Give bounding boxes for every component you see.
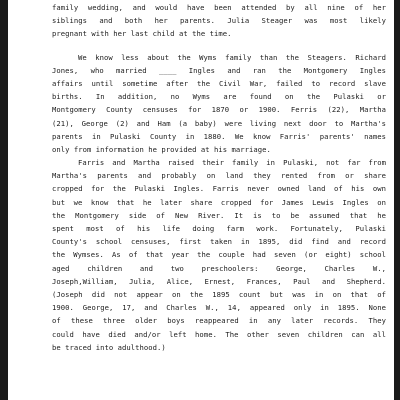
text-line: spent most of his life doing farm work. Fortunately, Pulaski bbox=[52, 224, 386, 233]
text-line: cropped for the Pulaski Ingles. Farris never owned land of his own bbox=[52, 184, 386, 194]
text-line: aged children and two preschoolers: George, Charles W., bbox=[52, 263, 386, 273]
text-line: Farris and Martha raised their family in Pulaski, not far from bbox=[78, 158, 386, 168]
text-line: births. In addition, no Wyms are found on the Pulaski or bbox=[52, 92, 386, 102]
text-line: County's school censuses, first taken in 1895, did find and record bbox=[52, 237, 386, 247]
text-line: parents in Pulaski County in 1880. We know Farris' parents' names bbox=[52, 131, 386, 141]
document-body bbox=[52, 1, 386, 354]
text-line: Martha's parents and probably on land they rented from or share bbox=[52, 171, 386, 181]
paragraph-3 bbox=[52, 156, 386, 354]
text-line: affairs until sometime after the Civil War, failed to record slave bbox=[52, 78, 386, 88]
text-line: only from information he provided at his marriage. bbox=[52, 144, 271, 154]
text-line: (21), George (2) and Ham (a baby) were living next door to Martha's bbox=[52, 118, 386, 128]
text-line: of these three older boys reappeared in any later records. They bbox=[52, 316, 386, 326]
text-line: 1900. George, 17, and Charles W., 14, appeared only in 1895. None bbox=[52, 303, 386, 313]
text-line: be traced into adulthood.) bbox=[52, 342, 166, 352]
text-line: Joseph,William, Julia, Alice, Ernest, Frances, Paul and Shepherd. bbox=[52, 276, 386, 286]
text-line: Montgomery County censuses for 1870 or 1900. Ferris (22), Martha bbox=[52, 105, 386, 115]
text-line: the Wymses. As of that year the couple had seven (or eight) school bbox=[52, 250, 386, 260]
document-page bbox=[8, 0, 394, 400]
text-line: but we know that he later share cropped for James Lewis Ingles on bbox=[52, 197, 386, 207]
text-line: siblings and both her parents. Julia Steager was most likely bbox=[52, 16, 386, 26]
paragraph-2 bbox=[52, 51, 386, 157]
text-line: pregnant with her last child at the time. bbox=[52, 29, 232, 39]
text-line: Jones, who married ____ Ingles and ran the Montgomery Ingles bbox=[52, 65, 386, 75]
text-line: could have died and/or left home. The other seven children can all bbox=[52, 329, 386, 339]
text-line: the Montgomery side of New River. It is to be assumed that he bbox=[52, 210, 386, 220]
text-line: family wedding, and would have been attended by all nine of her bbox=[52, 3, 386, 12]
text-line: We know less about the Wyms family than the Steagers. Richard bbox=[78, 52, 386, 62]
paragraph-1 bbox=[52, 1, 386, 41]
text-line: (Joseph did not appear on the 1895 count but was in on that of bbox=[52, 289, 386, 299]
